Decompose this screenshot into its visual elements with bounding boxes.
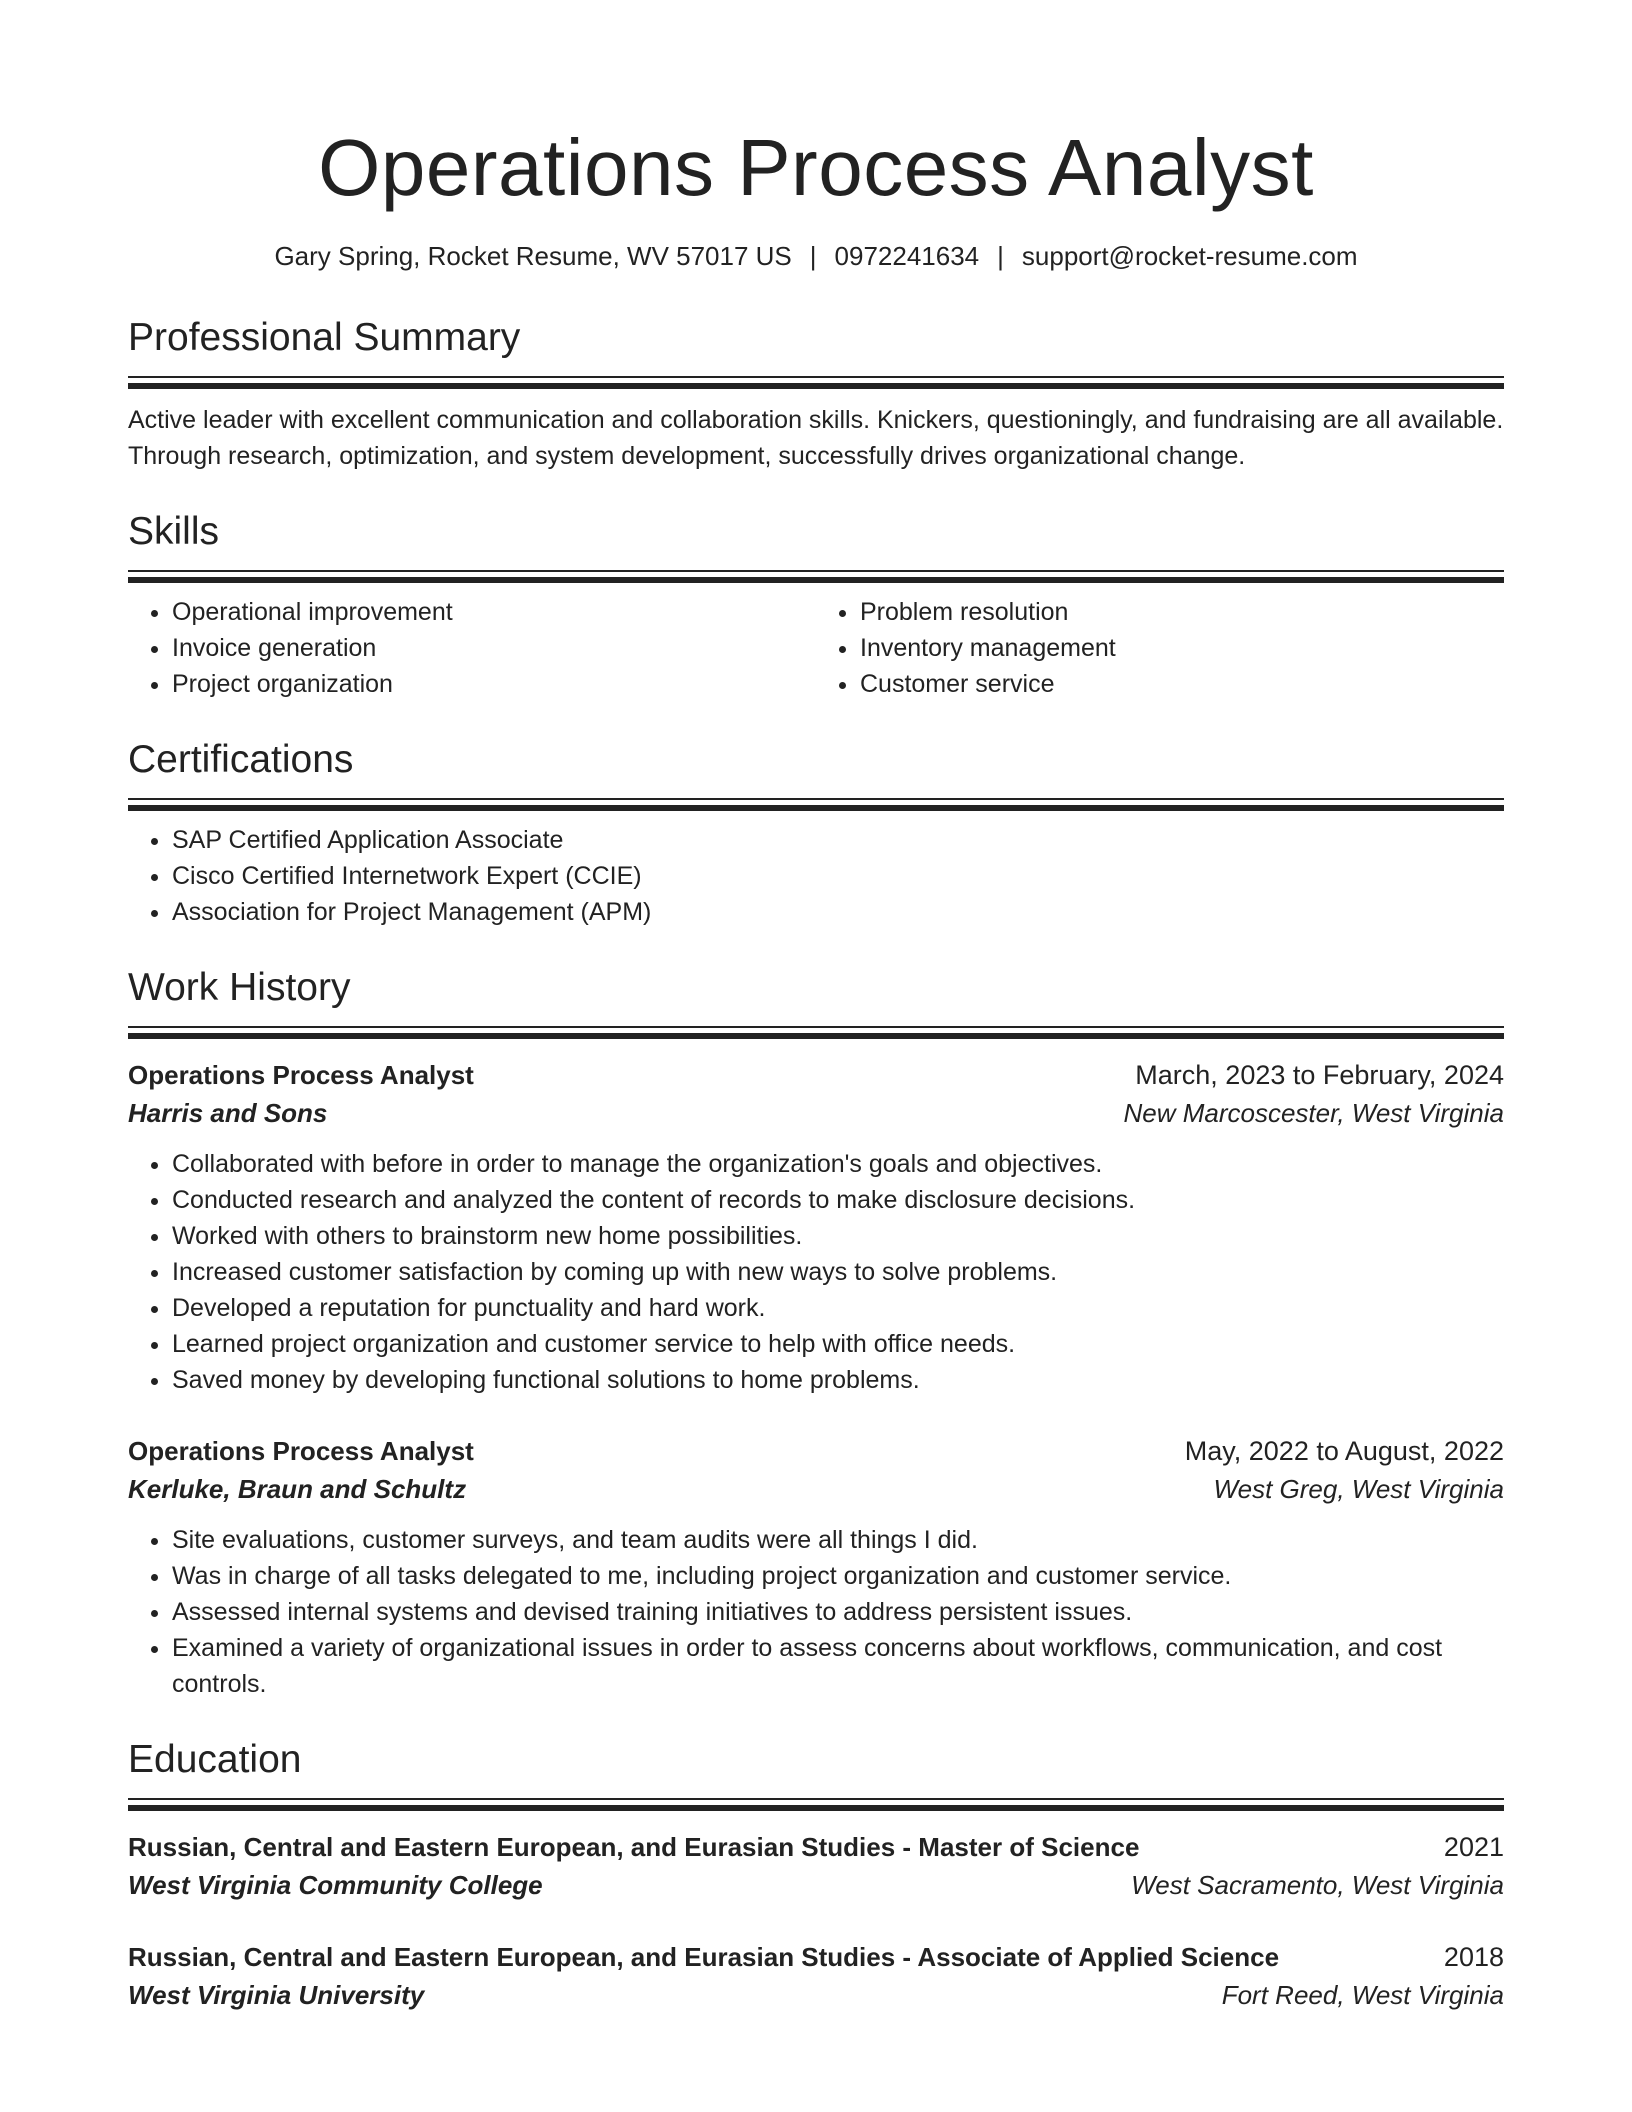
section-divider bbox=[128, 570, 1504, 582]
school-location: West Sacramento, West Virginia bbox=[1131, 1870, 1504, 1900]
work-history-section bbox=[128, 964, 1504, 1702]
school-name: West Virginia University bbox=[128, 1980, 425, 2010]
job-title: Operations Process Analyst bbox=[128, 1436, 474, 1466]
job-entry bbox=[128, 1056, 1504, 1398]
skills-section bbox=[128, 508, 1504, 702]
job-dates: March, 2023 to February, 2024 bbox=[1135, 1060, 1504, 1090]
job-duty: • Site evaluations, customer surveys, and team audits were all things I did. bbox=[172, 1522, 1504, 1558]
job-duty: • Learned project organization and customer service to help with office needs. bbox=[172, 1326, 1504, 1362]
skill-item: • Invoice generation bbox=[172, 630, 816, 666]
job-duty: • Assessed internal systems and devised training initiatives to address persistent issues. bbox=[172, 1594, 1504, 1630]
contact-line bbox=[128, 238, 1504, 274]
education-entry bbox=[128, 1828, 1504, 1904]
job-duties-list bbox=[128, 1146, 1504, 1398]
job-duty: • Was in charge of all tasks delegated to me, including project organization and customer service. bbox=[172, 1558, 1504, 1594]
skill-item: • Operational improvement bbox=[172, 594, 816, 630]
certification-item: • Association for Project Management (APM) bbox=[172, 894, 1504, 930]
skill-item: • Project organization bbox=[172, 666, 816, 702]
section-divider bbox=[128, 376, 1504, 388]
certifications-list bbox=[128, 822, 1504, 930]
section-heading: Work History bbox=[128, 966, 351, 1009]
skills-left-list bbox=[128, 594, 816, 702]
contact-separator: | bbox=[997, 241, 1004, 271]
contact-separator: | bbox=[809, 241, 817, 271]
section-heading: Professional Summary bbox=[128, 316, 521, 359]
contact-email: support@rocket-resume.com bbox=[1021, 241, 1358, 271]
certification-item: • SAP Certified Application Associate bbox=[172, 822, 1504, 858]
section-divider bbox=[128, 1798, 1504, 1810]
section-heading: Certifications bbox=[128, 738, 354, 781]
skill-item: • Problem resolution bbox=[860, 594, 1504, 630]
graduation-year: 2021 bbox=[1443, 1832, 1504, 1862]
section-heading: Skills bbox=[128, 510, 220, 553]
section-divider bbox=[128, 798, 1504, 810]
job-duty: • Conducted research and analyzed the content of records to make disclosure decisions. bbox=[172, 1182, 1504, 1218]
job-location: New Marcoscester, West Virginia bbox=[1123, 1098, 1504, 1128]
graduation-year: 2018 bbox=[1443, 1942, 1504, 1972]
section-divider bbox=[128, 1026, 1504, 1038]
job-location: West Greg, West Virginia bbox=[1213, 1474, 1504, 1504]
skills-grid bbox=[128, 594, 1504, 702]
skills-right-list bbox=[816, 594, 1504, 702]
job-duty: • Worked with others to brainstorm new home possibilities. bbox=[172, 1218, 1504, 1254]
certification-item: • Cisco Certified Internetwork Expert (CCIE) bbox=[172, 858, 1504, 894]
degree-name: Russian, Central and Eastern European, and Eurasian Studies - Master of Science bbox=[128, 1832, 1140, 1862]
resume-title: Operations Process Analyst bbox=[318, 123, 1314, 212]
school-location: Fort Reed, West Virginia bbox=[1221, 1980, 1504, 2010]
school-name: West Virginia Community College bbox=[128, 1870, 543, 1900]
job-title: Operations Process Analyst bbox=[128, 1060, 474, 1090]
job-entry bbox=[128, 1432, 1504, 1702]
job-duty: • Collaborated with before in order to manage the organization's goals and objectives. bbox=[172, 1146, 1504, 1182]
contact-address: Gary Spring, Rocket Resume, WV 57017 US bbox=[274, 241, 792, 271]
job-duty: • Developed a reputation for punctuality and hard work. bbox=[172, 1290, 1504, 1326]
job-duties-list bbox=[128, 1522, 1504, 1702]
degree-name: Russian, Central and Eastern European, and Eurasian Studies - Associate of Applied Science bbox=[128, 1942, 1280, 1972]
job-dates: May, 2022 to August, 2022 bbox=[1184, 1436, 1504, 1466]
summary-text: Active leader with excellent communication and collaboration skills. Knickers, questioningly, and fundraising are all available. Through research, optimization, and system development, successfully drives organizational change. bbox=[128, 406, 1504, 470]
contact-phone: 0972241634 bbox=[834, 241, 980, 271]
section-heading: Education bbox=[128, 1738, 302, 1781]
job-duty: • Saved money by developing functional solutions to home problems. bbox=[172, 1362, 1504, 1398]
summary-section bbox=[128, 314, 1504, 474]
education-section bbox=[128, 1736, 1504, 2014]
education-entry bbox=[128, 1938, 1504, 2014]
skill-item: • Customer service bbox=[860, 666, 1504, 702]
certifications-section bbox=[128, 736, 1504, 930]
company-name: Harris and Sons bbox=[128, 1098, 328, 1128]
skill-item: • Inventory management bbox=[860, 630, 1504, 666]
job-duty: • Increased customer satisfaction by coming up with new ways to solve problems. bbox=[172, 1254, 1504, 1290]
company-name: Kerluke, Braun and Schultz bbox=[128, 1474, 467, 1504]
job-duty: • Examined a variety of organizational issues in order to assess concerns about workflows, communication, and cost controls. bbox=[172, 1630, 1504, 1702]
